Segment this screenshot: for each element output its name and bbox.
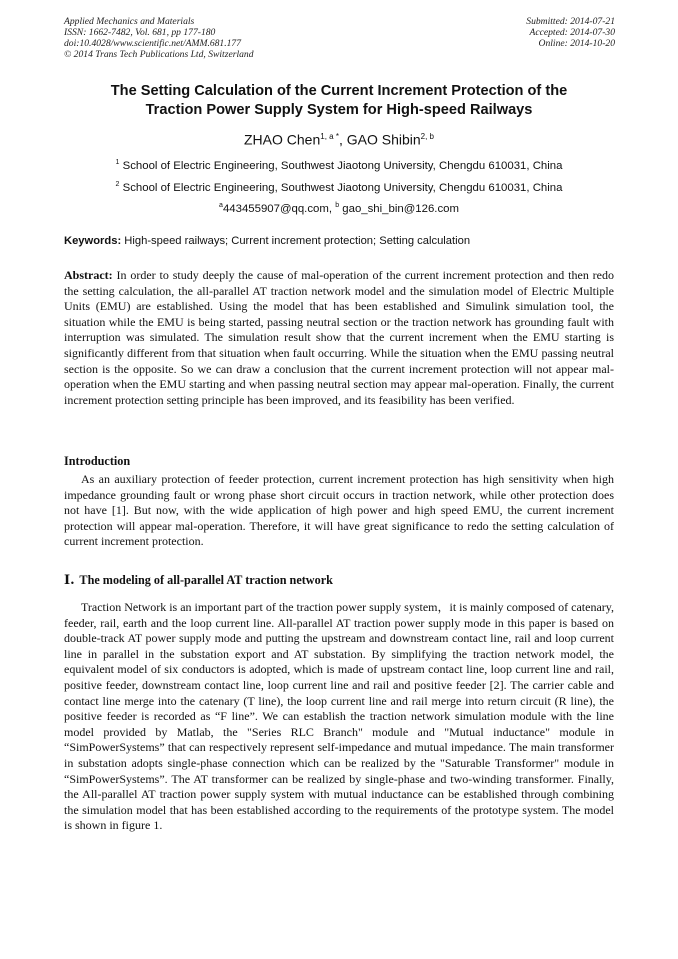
email-a-mark: a [219,202,223,209]
copyright-line: © 2014 Trans Tech Publications Ltd, Switzerland [64,49,254,60]
keywords-text: High-speed railways; Current increment protection; Setting calculation [121,235,471,247]
publication-dates [526,16,615,49]
section-1-title: The modeling of all-parallel AT traction network [76,573,333,587]
journal-name: Applied Mechanics and Materials [64,16,195,27]
author-list [64,128,614,149]
affiliation-2 [64,178,614,195]
author-2-name: GAO Shibin [346,131,421,148]
section-1-numeral: Ⅰ. [64,573,75,588]
paper-title [70,82,608,120]
accepted-date: Accepted: 2014-07-30 [529,27,615,38]
section-1-paragraph: Traction Network is an important part of the traction power supply system，it is mainly composed of catenary, feeder, rail, earth and the loop current line. All-parallel AT traction power supply mode in this paper is based on double-track AT power supply mode and putting the upstream and downstream contact line, rail and loop current line in parallel in the substation export and AT substation. By simplifying the traction network model, the equivalent model of six conductors is adopted, which is made of upstream contact line, loop current line and rail, positive feeder, downstream contact line, loop current line and rail and positive feeder [2]. The carrier cable and contact line merge into the catenary (T line), the loop current line and rail merge into return circuit (R line), the positive feeder is recorded as “F line”. We can establish the traction network simulation module with the line model provided by Matlab, the "Series RLC Branch" module and "Mutual inductance" module in “SimPowerSystems” that can respectively represent self-impedance and mutual impedance. The main transformer in substation adopts single-phase connection which can be realized by the "Saturable Transformer" module in “SimPowerSystems”. The AT transformer can be realized by single-phase and two-winding transformer. Finally, the All-parallel AT traction power supply system with mutual inductance can be established through combining the simulation model that has been established according to the requirements of the prototype system. The model is shown in figure 1. [64,600,614,833]
email-b-mark: b [335,202,340,209]
doi-line: doi:10.4028/www.scientific.net/AMM.681.177 [64,38,242,49]
email-a: 443455907@qq.com, [222,202,336,215]
introduction-heading: Introduction [64,454,131,468]
affiliation-2-mark: 2 [115,181,120,188]
keywords [64,234,614,248]
affiliation-1-mark: 1 [115,159,120,166]
keywords-label: Keywords: [64,235,122,247]
abstract-text: In order to study deeply the cause of mal-operation of the current increment protection and then redo the setting calculation, the all-parallel AT traction network model and the simulation model of Electric Multiple Units (EMU) are established. Using the model that has been established and Simulink simulation tool, the situation while the EMU is being started, passing neutral section or the traction network has grounding fault with interruption was simulated. The simulation result show that the current increment when the EMU starting is significantly different from that situation when fault occurring. While the situation when the EMU passing neutral section is the opposite. So we can draw a conclusion that the current increment protection will not appear mal-operation when the EMU starting and when passing neutral section may appear mal-operation. Finally, the current increment protection setting principle has been improved, and its feasibility has been verified. [64,268,614,407]
author-1-name: ZHAO Chen [244,131,321,148]
abstract-label: Abstract: [64,268,113,282]
email-b: gao_shi_bin@126.com [339,202,459,215]
journal-info [64,16,254,60]
affiliation-1 [64,156,614,173]
issn-line: ISSN: 1662-7482, Vol. 681, pp 177-180 [64,27,216,38]
title-line-2: Traction Power Supply System for High-speed Railways [145,102,533,118]
section-1-heading [64,573,614,588]
online-date: Online: 2014-10-20 [538,38,615,49]
submitted-date: Submitted: 2014-07-21 [526,16,615,27]
introduction-paragraph: As an auxiliary protection of feeder protection, current increment protection has high sensitivity when high impedance grounding fault or wrong phase short circuit occurs in traction network, while other protection does not have [1]. But now, with the wide application of high power and high speed EMU, the current increment protection will appear mal-operation. Therefore, it will have great significance to redo the setting calculation of current increment protection. [64,472,614,549]
author-2-marks: 2, b [420,132,434,141]
affiliation-2-text: School of Electric Engineering, Southwest Jiaotong University, Chengdu 610031, China [122,181,563,194]
author-emails [64,199,614,216]
author-1-marks: 1, a * [320,132,339,141]
title-line-1: The Setting Calculation of the Current Increment Protection of the [110,83,568,99]
abstract [64,268,614,408]
affiliation-1-text: School of Electric Engineering, Southwest Jiaotong University, Chengdu 610031, China [122,159,563,172]
author-separator: , [338,131,347,148]
